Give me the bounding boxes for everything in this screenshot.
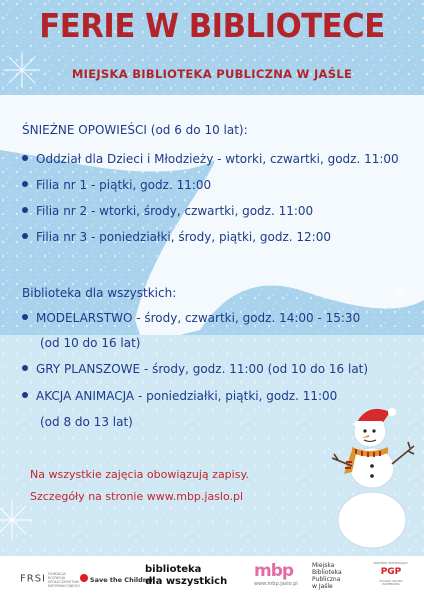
page-subtitle: MIEJSKA BIBLIOTEKA PUBLICZNA W JAŚLE	[71, 67, 353, 81]
snowman-icon	[322, 402, 422, 552]
list-item: Filia nr 1 - piątki, godz. 11:00	[22, 178, 211, 192]
mbp-logo: mbp www.mbp.jaslo.pl	[254, 561, 298, 587]
bullet-icon	[22, 392, 28, 398]
list-item: GRY PLANSZOWE - środy, godz. 11:00 (od 10 do 16 lat)	[22, 362, 368, 376]
bullet-icon	[22, 155, 28, 161]
pgp-logo: PARTNER WSPIERAJĄCY PGP POLSKA GRUPA PAPIEROWA	[373, 561, 409, 587]
bullet-icon	[22, 207, 28, 213]
list-item: AKCJA ANIMACJA - poniedziałki, piątki, godz. 11:00	[22, 389, 337, 403]
mbp-name-logo: Miejska Biblioteka Publiczna w Jaśle	[312, 562, 342, 590]
bullet-icon	[22, 314, 28, 320]
bullet-icon	[22, 233, 28, 239]
list-item-note: (od 10 do 16 lat)	[40, 336, 141, 350]
list-item: Filia nr 3 - poniedziałki, środy, piątki, godz. 12:00	[22, 230, 331, 244]
list-item: MODELARSTWO - środy, czwartki, godz. 14:00 - 15:30	[22, 311, 360, 325]
frsi-logo: FRSI FUNDACJA ROZWOJU SPOŁECZEŃSTWA INFORMACYJNEGO	[20, 572, 80, 589]
save-the-children-logo: Save the Children	[80, 574, 155, 585]
list-item: Oddział dla Dzieci i Młodzieży - wtorki, czwartki, godz. 11:00	[22, 152, 399, 166]
biblioteka-dla-wszystkich-logo: biblioteka dla wszystkich	[145, 564, 228, 587]
list-item-note: (od 8 do 13 lat)	[40, 415, 133, 429]
bullet-icon	[22, 365, 28, 371]
section-heading-sniezne-opowiesci: ŚNIEŻNE OPOWIEŚCI (od 6 do 10 lat):	[22, 123, 248, 137]
website-note[interactable]: Szczegóły na stronie www.mbp.jaslo.pl	[30, 490, 244, 503]
section-heading-biblioteka-dla-wszystkich: Biblioteka dla wszystkich:	[22, 286, 177, 300]
registration-note: Na wszystkie zajęcia obowiązują zapisy.	[30, 468, 249, 481]
list-item: Filia nr 2 - wtorki, środy, czwartki, godz. 11:00	[22, 204, 313, 218]
bullet-icon	[22, 181, 28, 187]
sponsor-footer	[0, 556, 424, 600]
page-title: FERIE W BIBLIOTECE	[39, 6, 385, 45]
